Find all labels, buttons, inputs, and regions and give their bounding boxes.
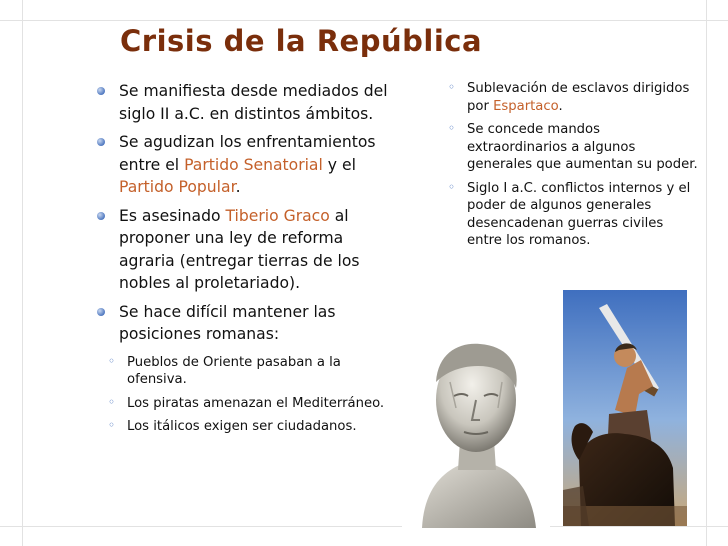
bullet-item (97, 131, 402, 199)
highlight-partido-senatorial: Partido Senatorial (184, 155, 323, 174)
sub-bullet-item (107, 418, 402, 436)
bullet-text: . (235, 178, 241, 196)
frame-line-left (22, 0, 23, 546)
sub-bullet-text: Pueblos de Oriente pasaban a la ofensiva. (127, 354, 341, 387)
sub-bullet-item (447, 121, 702, 174)
bust-graphic (402, 322, 550, 528)
ring-bullet-icon: ◦ (108, 418, 116, 432)
sub-bullet-item (107, 395, 402, 413)
ring-bullet-icon: ◦ (448, 179, 456, 194)
sub-bullet-item (107, 354, 402, 389)
sub-bullet-text: Los itálicos exigen ser ciudadanos. (127, 419, 357, 434)
bullet-text: Se agudizan los enfrentamientos entre el (119, 133, 376, 174)
frame-line-top (0, 20, 728, 21)
bullet-item (97, 301, 402, 346)
bullet-text: Se hace difícil mantener las posiciones romanas: (119, 302, 336, 343)
bullet-text: Es asesinado (119, 206, 226, 225)
sub-bullet-text: Se concede mandos extraordinarios a algunos generales que aumentan su poder. (467, 122, 698, 172)
ring-bullet-icon: ◦ (448, 121, 456, 135)
sub-bullet-list (97, 354, 402, 436)
bullet-item (97, 80, 402, 125)
ring-bullet-icon: ◦ (108, 394, 116, 409)
bullet-text: y el (322, 155, 356, 174)
highlight-tiberio-graco: Tiberio Graco (225, 206, 330, 225)
bullet-item (97, 205, 402, 295)
bullet-text: al proponer una ley de reforma agraria (entregar tierras de los nobles al proletariado). (119, 206, 360, 292)
highlight-espartaco: Espartaco (493, 98, 559, 114)
bullet-dot-icon (97, 308, 105, 316)
spartacus-image (563, 290, 687, 526)
bullet-dot-icon (97, 212, 105, 220)
roman-bust-image (402, 322, 550, 528)
slide-title: Crisis de la República (120, 24, 483, 58)
highlight-partido-popular: Partido Popular (119, 178, 236, 196)
sub-bullet-item (447, 80, 702, 115)
sub-bullet-text: Los piratas amenazan el Mediterráneo. (127, 395, 385, 411)
bullet-dot-icon (97, 87, 105, 95)
frame-line-right (706, 0, 707, 546)
bullet-dot-icon (97, 138, 105, 146)
left-column (97, 80, 402, 442)
spartacus-graphic (563, 290, 687, 526)
right-column (447, 80, 702, 256)
ring-bullet-icon: ◦ (108, 353, 116, 368)
sub-bullet-text: . (558, 98, 563, 114)
bullet-text: Se manifiesta desde mediados del siglo II a.C. en distintos ámbitos. (119, 82, 388, 123)
sub-bullet-text: Sublevación de esclavos dirigidos por (467, 81, 690, 114)
sub-bullet-item (447, 180, 702, 250)
frame-line-bottom (0, 526, 728, 527)
sub-bullet-text: Siglo I a.C. conflictos internos y el poder de algunos generales desencadenan guerras civiles entre los romanos. (467, 180, 691, 248)
ring-bullet-icon: ◦ (448, 80, 456, 94)
